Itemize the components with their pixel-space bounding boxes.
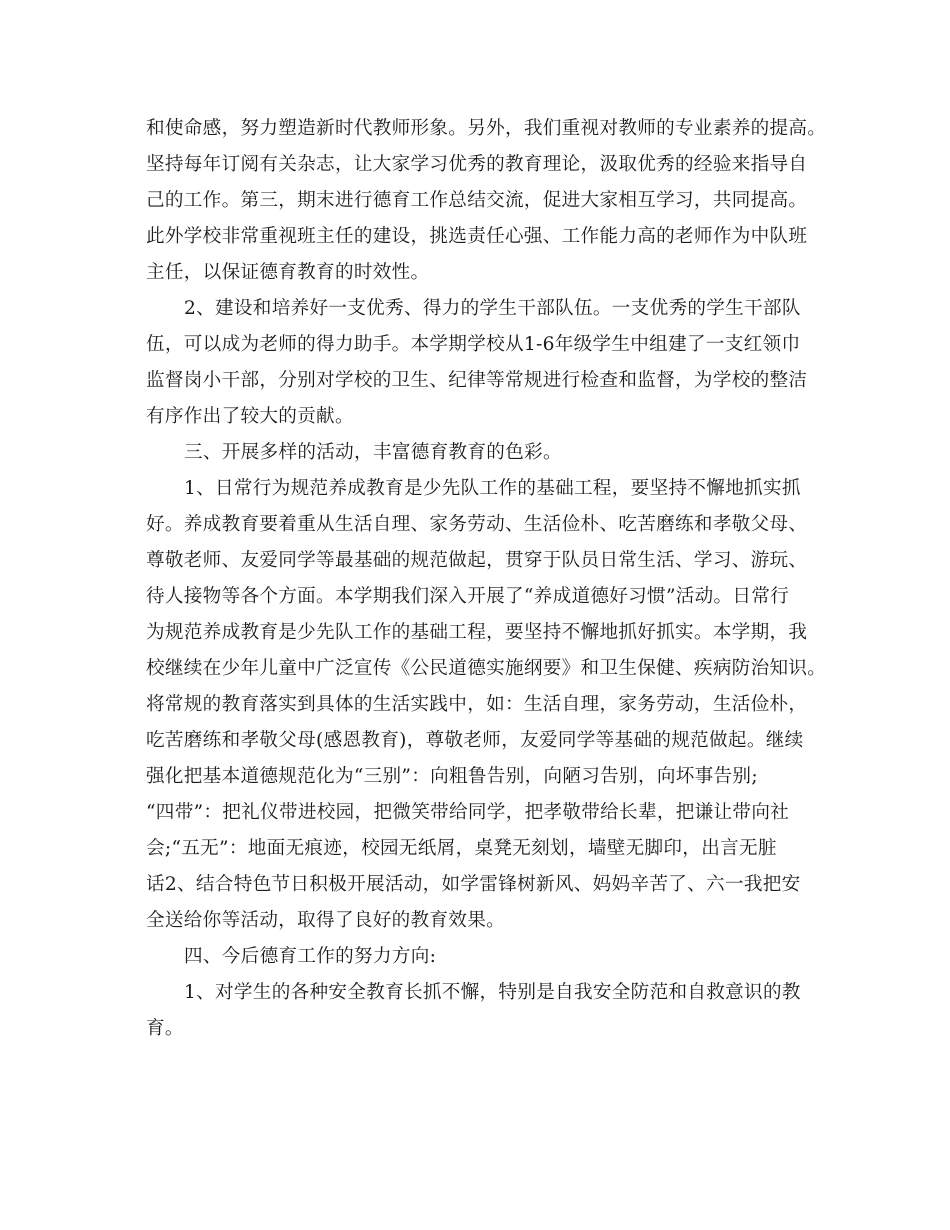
text-line: 将常规的教育落实到具体的生活实践中，如：生活自理，家务劳动，生活俭朴， xyxy=(146,694,808,715)
text-line: 为规范养成教育是少先队工作的基础工程，要坚持不懈地抓好抓实。本学期，我 xyxy=(146,622,808,643)
text-line: 有序作出了较大的贡献。 xyxy=(146,406,354,427)
text-line: 坚持每年订阅有关杂志，让大家学习优秀的教育理论，汲取优秀的经验来指导自 xyxy=(146,154,808,175)
text-line: 1、日常行为规范养成教育是少先队工作的基础工程，要坚持不懈地抓实抓 xyxy=(184,478,801,499)
section-heading: 三、开展多样的活动，丰富德育教育的色彩。 xyxy=(184,442,562,463)
text-line: 监督岗小干部，分别对学校的卫生、纪律等常规进行检查和监督，为学校的整洁 xyxy=(146,370,808,391)
text-line: 话2、结合特色节日积极开展活动，如学雷锋树新风、妈妈辛苦了、六一我把安 xyxy=(146,874,801,895)
text-line: 2、建设和培养好一支优秀、得力的学生干部队伍。一支优秀的学生干部队 xyxy=(184,298,801,319)
text-line: 1、对学生的各种安全教育长抓不懈，特别是自我安全防范和自救意识的教 xyxy=(184,982,801,1003)
text-line: 待人接物等各个方面。本学期我们深入开展了“养成道德好习惯”活动。日常行 xyxy=(146,586,790,607)
text-line: 伍，可以成为老师的得力助手。本学期学校从1-6年级学生中组建了一支红领巾 xyxy=(146,334,801,355)
text-line: 吃苦磨练和孝敬父母(感恩教育)，尊敬老师，友爱同学等基础的规范做起。继续 xyxy=(146,730,804,751)
text-line: 育。 xyxy=(146,1018,184,1039)
text-line: “四带”：把礼仪带进校园，把微笑带给同学，把孝敬带给长辈，把谦让带向社 xyxy=(146,802,790,823)
text-line: 好。养成教育要着重从生活自理、家务劳动、生活俭朴、吃苦磨练和孝敬父母、 xyxy=(146,514,808,535)
document-body xyxy=(146,111,827,1047)
text-line: 全送给你等活动，取得了良好的教育效果。 xyxy=(146,910,505,931)
text-line: 强化把基本道德规范化为“三别”：向粗鲁告别，向陋习告别，向坏事告别; xyxy=(146,766,758,787)
text-line: 己的工作。第三，期末进行德育工作总结交流，促进大家相互学习，共同提高。 xyxy=(146,190,808,211)
text-line: 尊敬老师、友爱同学等最基础的规范做起，贯穿于队员日常生活、学习、游玩、 xyxy=(146,550,808,571)
text-line: 和使命感，努力塑造新时代教师形象。另外，我们重视对教师的专业素养的提高。 xyxy=(146,118,827,139)
text-line: 校继续在少年儿童中广泛宣传《公民道德实施纲要》和卫生保健、疾病防治知识。 xyxy=(146,658,827,679)
section-heading: 四、今后德育工作的努力方向: xyxy=(184,946,437,967)
text-line: 此外学校非常重视班主任的建设，挑选责任心强、工作能力高的老师作为中队班 xyxy=(146,226,808,247)
text-line: 主任，以保证德育教育的时效性。 xyxy=(146,262,430,283)
text-line: 会;“五无”：地面无痕迹，校园无纸屑，桌凳无刻划，墙壁无脚印，出言无脏 xyxy=(146,838,777,859)
